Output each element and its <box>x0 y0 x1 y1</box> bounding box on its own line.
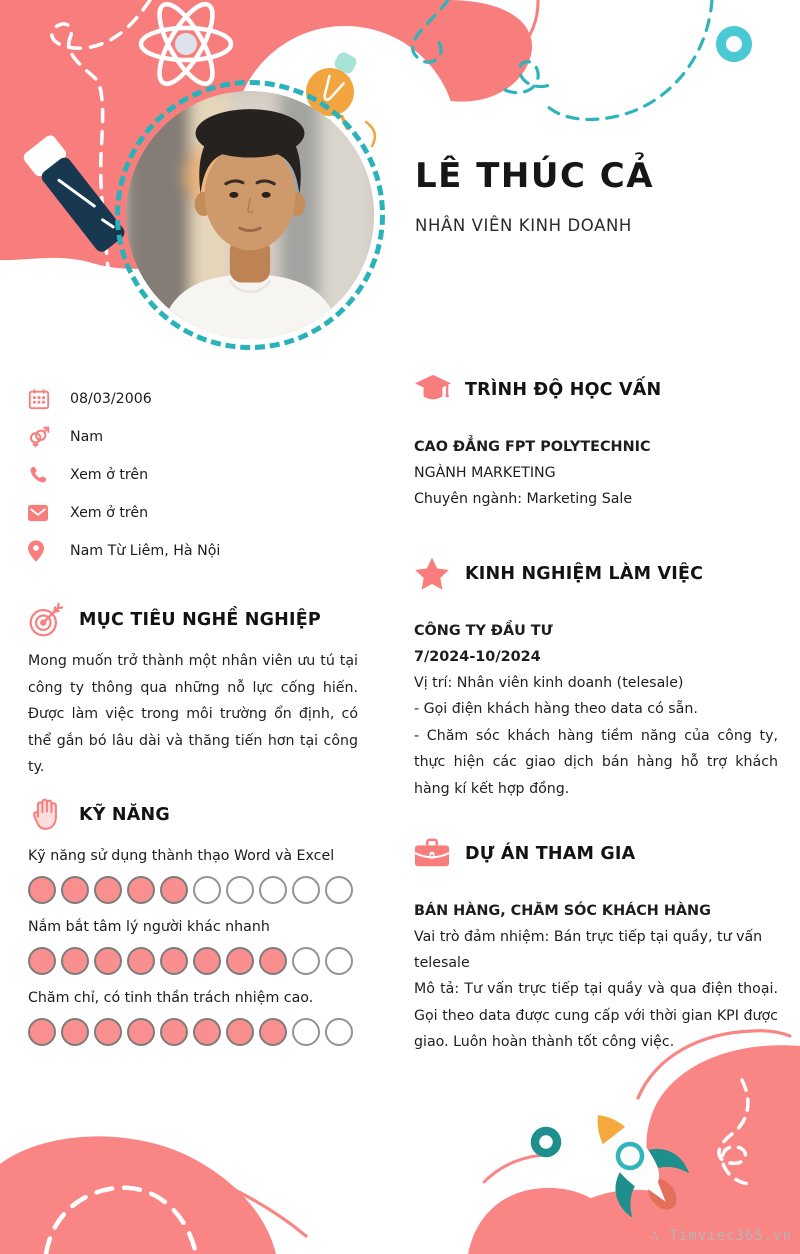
skill-dot <box>292 876 320 904</box>
skill-level-dots <box>28 1018 358 1046</box>
skill-dot <box>127 876 155 904</box>
skill-dot <box>94 1018 122 1046</box>
skill-dot <box>61 876 89 904</box>
skill-dot <box>61 1018 89 1046</box>
skills-section <box>28 797 358 1046</box>
info-row-address <box>28 532 358 570</box>
experience-company: CÔNG TY ĐẦU TƯ <box>414 623 553 639</box>
experience-heading: KINH NGHIỆM LÀM VIỆC <box>465 564 704 584</box>
skill-dot <box>160 1018 188 1046</box>
skill-label: Kỹ năng sử dụng thành thạo Word và Excel <box>28 847 335 864</box>
donut-icon <box>721 31 747 57</box>
skill-dot <box>226 947 254 975</box>
experience-position: Vị trí: Nhân viên kinh doanh (telesale) <box>414 675 684 691</box>
skill-dot <box>325 876 353 904</box>
watermark: ∴ Timviec365.vn <box>650 1228 792 1244</box>
info-row-gender <box>28 418 358 456</box>
project-title: BÁN HÀNG, CHĂM SÓC KHÁCH HÀNG <box>414 903 711 919</box>
skills-heading: KỸ NĂNG <box>79 804 170 825</box>
profile-photo-ring <box>115 80 385 350</box>
skill-dot <box>259 876 287 904</box>
skill-dot <box>127 947 155 975</box>
education-section <box>414 372 778 512</box>
info-row-phone <box>28 456 358 494</box>
skill-dot <box>226 1018 254 1046</box>
skill-dot <box>193 947 221 975</box>
left-column <box>28 380 358 1046</box>
skill-label: Chăm chỉ, có tinh thần trách nhiệm cao. <box>28 989 314 1006</box>
location-icon <box>28 539 50 563</box>
skill-dot <box>61 947 89 975</box>
skill-dot <box>292 1018 320 1046</box>
briefcase-icon <box>414 836 450 872</box>
star-icon <box>414 556 450 592</box>
experience-section <box>414 556 778 802</box>
projects-heading: DỰ ÁN THAM GIA <box>465 844 636 864</box>
skill-item <box>28 848 358 904</box>
candidate-job-title: NHÂN VIÊN KINH DOANH <box>415 216 632 235</box>
donut-icon <box>535 1131 557 1153</box>
gender-value: Nam <box>70 429 104 445</box>
skill-dot <box>160 947 188 975</box>
personal-info-list <box>28 380 358 570</box>
skill-dot <box>28 1018 56 1046</box>
portrait-illustration <box>126 91 374 339</box>
skill-dot <box>94 947 122 975</box>
calendar-icon <box>28 387 50 411</box>
objective-heading: MỤC TIÊU NGHỀ NGHIỆP <box>79 610 321 630</box>
birthday-value: 08/03/2006 <box>70 391 152 407</box>
skill-dot <box>259 947 287 975</box>
hand-icon <box>28 797 64 833</box>
skill-dot <box>160 876 188 904</box>
skill-item <box>28 990 358 1046</box>
skill-label: Nắm bắt tâm lý người khác nhanh <box>28 918 270 935</box>
skill-dot <box>325 1018 353 1046</box>
project-role: Vai trò đảm nhiệm: Bán trực tiếp tại quầy, tư vấn telesale <box>414 929 763 971</box>
skill-dot <box>127 1018 155 1046</box>
right-column <box>414 372 778 1056</box>
target-icon <box>28 602 64 638</box>
skill-dot <box>325 947 353 975</box>
phone-icon <box>28 463 50 487</box>
gender-icon <box>28 425 50 449</box>
experience-detail: - Chăm sóc khách hàng tiềm năng của công ty, thực hiện các giao dịch bán hàng hỗ trợ khách hàng kí kết hợp đồng. <box>414 727 778 797</box>
address-value: Nam Từ Liêm, Hà Nội <box>70 543 221 559</box>
project-description: Mô tả: Tư vấn trực tiếp tại quầy và qua điện thoại. Gọi theo data được cung cấp với thời gian KPI được giao. Luôn hoàn thành tốt công việc. <box>414 981 778 1050</box>
info-row-email <box>28 494 358 532</box>
skill-dot <box>193 876 221 904</box>
candidate-name: LÊ THÚC CẢ <box>415 156 655 196</box>
skill-dot <box>226 876 254 904</box>
skill-dot <box>259 1018 287 1046</box>
education-school: CAO ĐẲNG FPT POLYTECHNIC <box>414 439 651 455</box>
education-specialization: Chuyên ngành: Marketing Sale <box>414 491 633 507</box>
experience-period: 7/2024-10/2024 <box>414 649 541 665</box>
email-value: Xem ở trên <box>70 505 149 521</box>
skill-dot <box>193 1018 221 1046</box>
skill-dot <box>94 876 122 904</box>
coral-arc-line <box>484 1155 544 1182</box>
objective-section <box>28 602 358 781</box>
skill-dot <box>28 876 56 904</box>
phone-value: Xem ở trên <box>70 467 149 483</box>
skill-level-dots <box>28 876 358 904</box>
objective-text: Mong muốn trở thành một nhân viên ưu tú tại công ty thông qua những nỗ lực cống hiến. Được làm việc trong môi trường ổn định, có thể gắn bó lâu dài và thăng tiến hơn tại công ty. <box>28 653 358 775</box>
skill-item <box>28 919 358 975</box>
profile-photo <box>126 91 374 339</box>
info-row-birthday <box>28 380 358 418</box>
skill-dot <box>28 947 56 975</box>
education-major: NGÀNH MARKETING <box>414 465 556 481</box>
skill-dot <box>292 947 320 975</box>
graduation-cap-icon <box>414 372 450 408</box>
email-icon <box>28 501 50 525</box>
experience-detail: - Gọi điện khách hàng theo data có sẵn. <box>414 701 698 717</box>
projects-section <box>414 836 778 1056</box>
skill-level-dots <box>28 947 358 975</box>
education-heading: TRÌNH ĐỘ HỌC VẤN <box>465 380 662 400</box>
